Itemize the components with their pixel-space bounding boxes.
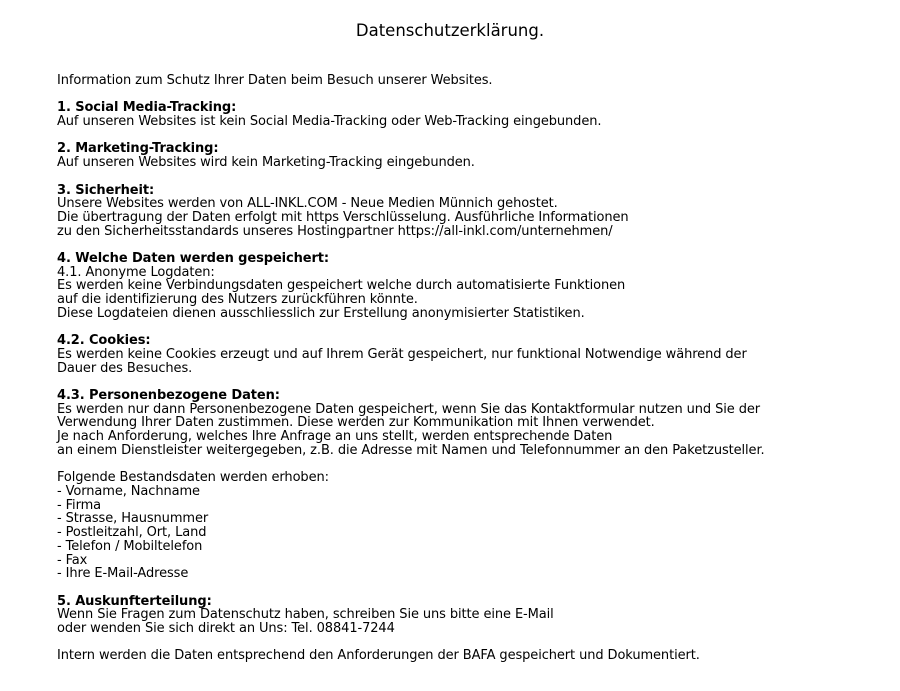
- document-blocks: [57, 101, 870, 663]
- block-line: Folgende Bestandsdaten werden erhoben:: [57, 470, 329, 486]
- text-block: [57, 142, 870, 169]
- block-line: - Ihre E-Mail-Adresse: [57, 566, 189, 582]
- page-title: Datenschutzerklärung.: [355, 21, 545, 40]
- block-line: Es werden keine Verbindungsdaten gespeichert welche durch automatisierte Funktionen: [57, 278, 626, 294]
- block-line: Auf unseren Websites ist kein Social Media-Tracking oder Web-Tracking eingebunden.: [57, 114, 602, 130]
- block-line: - Vorname, Nachname: [57, 483, 200, 499]
- text-block: [57, 252, 870, 321]
- text-block: [57, 649, 870, 663]
- block-line: Je nach Anforderung, welches Ihre Anfrage an uns stellt, werden entsprechende Daten: [57, 429, 613, 445]
- block-line: - Fax: [57, 552, 88, 568]
- text-block: [57, 471, 870, 581]
- block-heading: 1. Social Media-Tracking:: [57, 100, 237, 116]
- block-line: zu den Sicherheitsstandards unseres Hostingpartner https://all-inkl.com/unternehmen/: [57, 223, 613, 239]
- text-block: [57, 389, 870, 458]
- block-line: oder wenden Sie sich direkt an Uns: Tel. 08841-7244: [57, 621, 395, 636]
- block-line: Auf unseren Websites wird kein Marketing-Tracking eingebunden.: [57, 155, 475, 171]
- block-line: Unsere Websites werden von ALL-INKL.COM - Neue Medien Münnich gehostet.: [57, 196, 558, 212]
- block-heading: 4.2. Cookies:: [57, 333, 151, 349]
- intro-text: Information zum Schutz Ihrer Daten beim Besuch unserer Websites.: [57, 73, 493, 88]
- block-line: - Strasse, Hausnummer: [57, 511, 209, 527]
- block-heading: 3. Sicherheit:: [57, 182, 155, 198]
- block-line: an einem Dienstleister weitergegeben, z.B. die Adresse mit Namen und Telefonnummer an den Paketzusteller.: [57, 442, 765, 458]
- block-line: Intern werden die Daten entsprechend den Anforderungen der BAFA gespeichert und Dokumentiert.: [57, 648, 700, 664]
- block-line: Wenn Sie Fragen zum Datenschutz haben, schreiben Sie uns bitte eine E-Mail: [57, 607, 554, 623]
- block-line: - Firma: [57, 497, 102, 513]
- text-block: [57, 595, 870, 636]
- block-heading: 5. Auskunfterteilung:: [57, 593, 212, 609]
- block-line: Dauer des Besuches.: [57, 360, 193, 376]
- block-heading: 4.3. Personenbezogene Daten:: [57, 388, 280, 404]
- document-content: [0, 74, 900, 663]
- text-block: [57, 334, 870, 375]
- block-line: Es werden nur dann Personenbezogene Daten gespeichert, wenn Sie das Kontaktformular nutzen und Sie der: [57, 401, 761, 417]
- text-block: [57, 101, 870, 128]
- block-line: 4.1. Anonyme Logdaten:: [57, 264, 215, 280]
- block-heading: 2. Marketing-Tracking:: [57, 141, 219, 157]
- block-line: auf die identifizierung des Nutzers zurückführen könnte.: [57, 292, 418, 308]
- block-line: Die übertragung der Daten erfolgt mit https Verschlüsselung. Ausführliche Informationen: [57, 209, 629, 225]
- block-line: - Postleitzahl, Ort, Land: [57, 525, 207, 541]
- block-line: Diese Logdateien dienen ausschliesslich zur Erstellung anonymisierter Statistiken.: [57, 305, 585, 321]
- block-heading: 4. Welche Daten werden gespeichert:: [57, 251, 330, 267]
- text-block: [57, 184, 870, 239]
- block-line: Verwendung Ihrer Daten zustimmen. Diese werden zur Kommunikation mit Ihnen verwendet.: [57, 415, 655, 431]
- block-line: - Telefon / Mobiltelefon: [57, 538, 203, 554]
- block-line: Es werden keine Cookies erzeugt und auf Ihrem Gerät gespeichert, nur funktional Notwendige während der: [57, 346, 747, 362]
